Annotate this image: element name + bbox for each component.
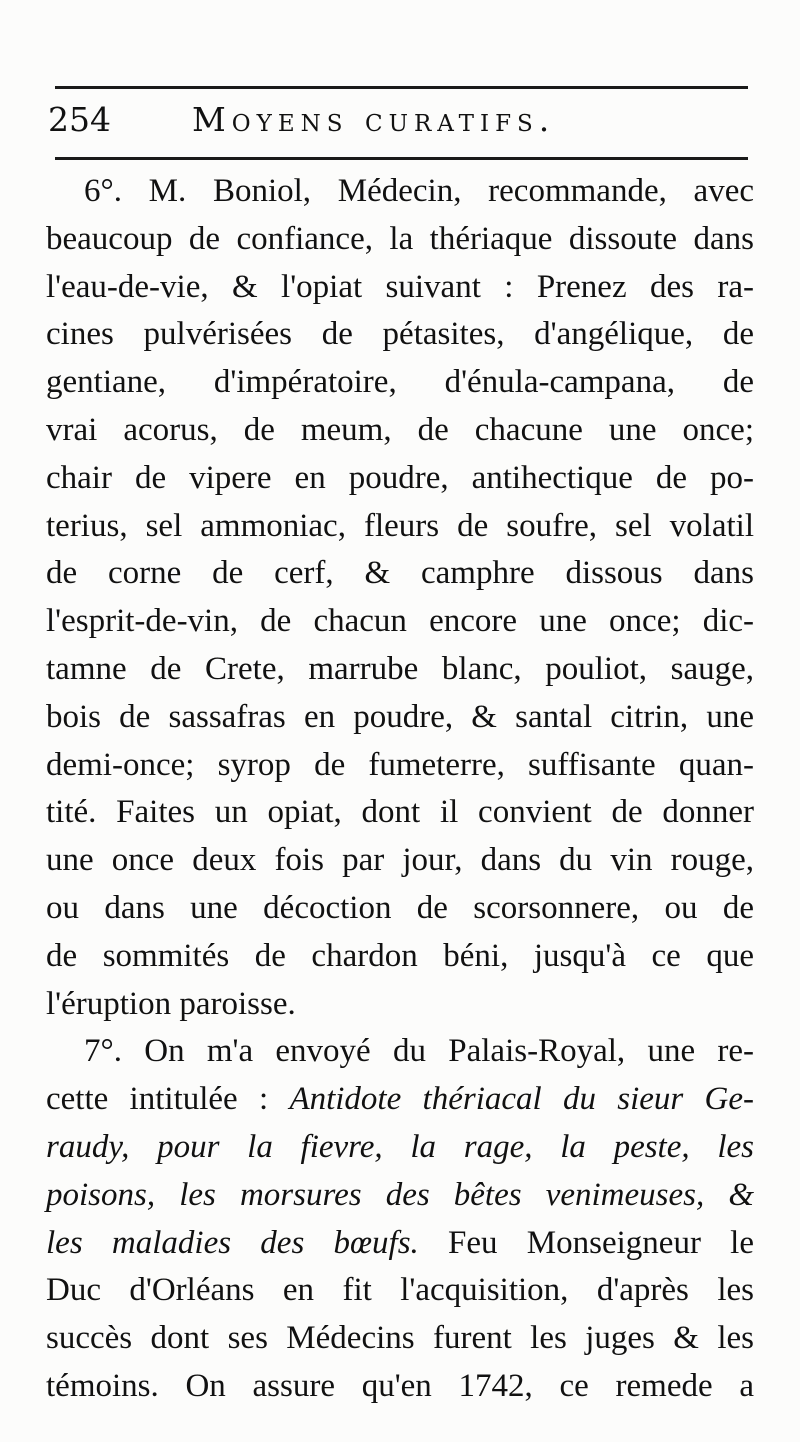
text-line <box>46 1220 754 1268</box>
text-line: l'eau-de-vie, & l'opiat suivant : Prenez des ra- <box>46 268 754 305</box>
page-header <box>40 96 760 148</box>
text-line: gentiane, d'impératoire, d'énula-campana, de <box>46 364 754 401</box>
text-line: raudy, pour la fievre, la rage, la peste, les <box>46 1128 754 1165</box>
text-line: cines pulvérisées de pétasites, d'angélique, de <box>46 316 754 353</box>
text-italic: Antidote thériacal du sieur Ge- <box>289 1081 754 1118</box>
text-roman: Feu Monseigneur le <box>418 1224 754 1261</box>
header-top-rule <box>55 86 748 89</box>
text-line: bois de sassafras en poudre, & santal citrin, une <box>46 698 754 735</box>
text-line <box>46 1076 754 1124</box>
body-text <box>46 168 754 1411</box>
text-line: chair de vipere en poudre, antihectique de po- <box>46 459 754 496</box>
text-line: succès dont ses Médecins furent les juges & les <box>46 1320 754 1357</box>
text-line: une once deux fois par jour, dans du vin rouge, <box>46 842 754 879</box>
text-line: ou dans une décoction de scorsonnere, ou de <box>46 889 754 926</box>
text-roman: cette intitulée : <box>46 1081 290 1118</box>
text-line: beaucoup de confiance, la thériaque dissoute dans <box>46 220 754 257</box>
text-line: l'éruption paroisse. <box>46 985 296 1022</box>
text-line: de sommités de chardon béni, jusqu'à ce que <box>46 937 754 974</box>
text-line: Duc d'Orléans en fit l'acquisition, d'après les <box>46 1272 754 1309</box>
text-line: tité. Faites un opiat, dont il convient de donner <box>46 794 754 831</box>
text-line: vrai acorus, de meum, de chacune une once; <box>46 411 754 448</box>
page-number: 254 <box>48 100 111 139</box>
text-line: poisons, les morsures des bêtes venimeuses, & <box>46 1176 754 1213</box>
running-title: Moyens curatifs. <box>192 100 556 139</box>
text-line: 7°. On m'a envoyé du Palais-Royal, une re- <box>84 1033 754 1070</box>
text-line: de corne de cerf, & camphre dissous dans <box>46 555 754 592</box>
text-line: demi-once; syrop de fumeterre, suffisante quan- <box>46 746 754 783</box>
text-italic: les maladies des bœufs. <box>46 1224 419 1261</box>
header-bottom-rule <box>55 157 748 160</box>
text-line: terius, sel ammoniac, fleurs de soufre, sel volatil <box>46 507 754 544</box>
text-line: tamne de Crete, marrube blanc, pouliot, sauge, <box>46 650 754 687</box>
text-line: l'esprit-de-vin, de chacun encore une once; dic- <box>46 603 754 640</box>
text-line: 6°. M. Boniol, Médecin, recommande, avec <box>84 173 754 209</box>
text-line: témoins. On assure qu'en 1742, ce remede a <box>46 1367 754 1404</box>
